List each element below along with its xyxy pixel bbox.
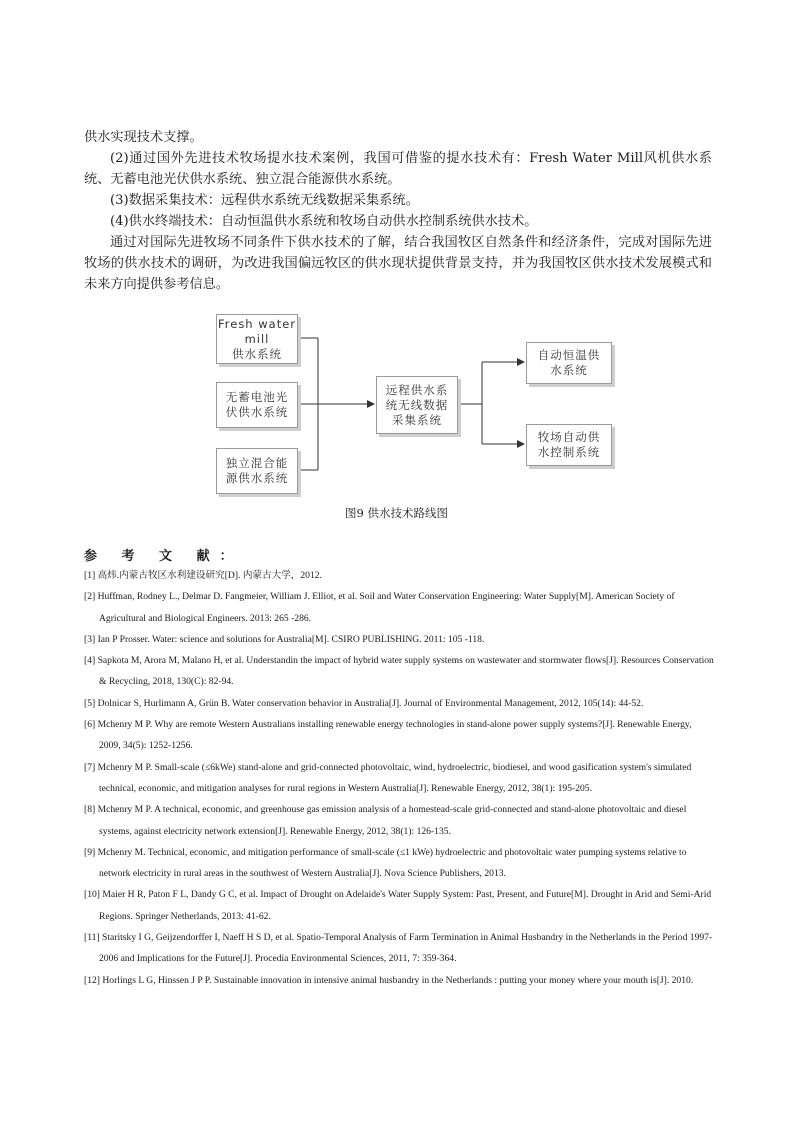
paragraph: (3)数据采集技术：远程供水系统无线数据采集系统。 [110,193,419,208]
references-list [84,565,714,991]
source-box-hybrid-energy: 独立混合能 源供水系统 [216,448,298,494]
paragraph: 供水实现技术支撑。 [84,130,203,145]
paragraph: (4)供水终端技术：自动恒温供水系统和牧场自动供水控制系统供水技术。 [110,214,538,229]
references-heading: 参 考 文 献： [84,549,243,564]
reference-item: [3] Ian P Prosser. Water: science and solutions for Australia[M]. CSIRO PUBLISHING. 2011: 105 -118. [84,633,485,645]
output-box-constant-temperature: 自动恒温供 水系统 [526,342,612,384]
reference-item: [4] Sapkota M, Arora M, Malano H, et al. Understandin the impact of hybrid water supply systems on wastewater and stormwater flows[J]. Resources Conservation & Recycling, 2018, 130(C): 82-94. [84,655,714,688]
reference-item: [12] Horlings L G, Hinssen J P P. Sustainable innovation in intensive animal husbandry in the Netherlands : putting your money where your mouth is[J]. 2010. [84,974,694,986]
source-box-pv-no-battery: 无蓄电池光 伏供水系统 [216,382,298,428]
reference-item: [5] Dolnicar S, Hurlimann A, Grün B. Water conservation behavior in Australia[J]. Journal of Environmental Management, 2012, 105(14): 44-52. [84,697,644,709]
reference-item: [7] Mchenry M P. Small-scale (≤6kWe) stand-alone and grid-connected photovoltaic, wind, hydroelectric, biodiesel, and wood gasification system's simulated technical, economic, and mitigation analyses for rural regions in Western Australia[J]. Renewable Energy, 2012, 38(1): 195-205. [84,761,692,794]
paragraph: 通过对国际先进牧场不同条件下供水技术的了解，结合我国牧区自然条件和经济条件，完成对国际先进牧场的供水技术的调研，为改进我国偏远牧区的供水现状提供背景支持，并为我国牧区供水技术发展模式和未来方向提供参考信息。 [84,235,712,292]
reference-item: [8] Mchenry M P. A technical, economic, and greenhouse gas emission analysis of a homestead-scale grid-connected and stand-alone photovoltaic and diesel systems, against electricity network extension[J]. Renewable Energy, 2012, 38(1): 126-135. [84,804,687,837]
source-box-fresh-water-mill: Fresh water mill 供水系统 [216,314,298,364]
center-box-data-collection: 远程供水系 统无线数据 采集系统 [376,376,458,434]
output-box-auto-control: 牧场自动供 水控制系统 [526,424,612,466]
figure-caption: 图9 供水技术路线图 [345,506,448,520]
reference-item: [6] Mchenry M P. Why are remote Western Australians installing renewable energy technologies in stand-alone power supply systems?[J]. Renewable Energy, 2009, 34(5): 1252-1256. [84,719,692,752]
body-text [84,127,712,295]
reference-item: [10] Maier H R, Paton F L, Dandy G C, et al. Impact of Drought on Adelaide's Water Supply System: Past, Present, and Future[M]. Drought in Arid and Semi-Arid Regions. Springer Netherlands, 2013: 41-62. [84,889,712,922]
reference-item: [9] Mchenry M. Technical, economic, and mitigation performance of small-scale (≤1 kWe) hydroelectric and photovoltaic water pumping systems relative to network electricity in rural areas in the southwest of Western Australia[J]. Nova Science Publishers, 2013. [84,846,687,880]
paragraph: (2)通过国外先进技术牧场提水技术案例，我国可借鉴的提水技术有：Fresh Water Mill风机供水系统、无蓄电池光伏供水系统、独立混合能源供水系统。 [84,151,712,187]
reference-item: [1] 高炜.内蒙古牧区水利建设研究[D]. 内蒙古大学，2012. [84,570,322,581]
reference-item: [11] Staritsky I G, Geijzendorffer I, Naeff H S D, et al. Spatio-Temporal Analysis of Farm Termination in Animal Husbandry in the Netherlands in the Period 1997-2006 and Implications for the Future[J]. Procedia Environmental Sciences, 2011, 7: 359-364. [84,932,713,965]
flow-diagram [214,312,614,496]
reference-item: [2] Huffman, Rodney L., Delmar D. Fangmeier, William J. Elliot, et al. Soil and Water Conservation Engineering: Water Supply[M]. American Society of Agricultural and Biological Engineers. 2013: 265 -286. [84,591,675,624]
